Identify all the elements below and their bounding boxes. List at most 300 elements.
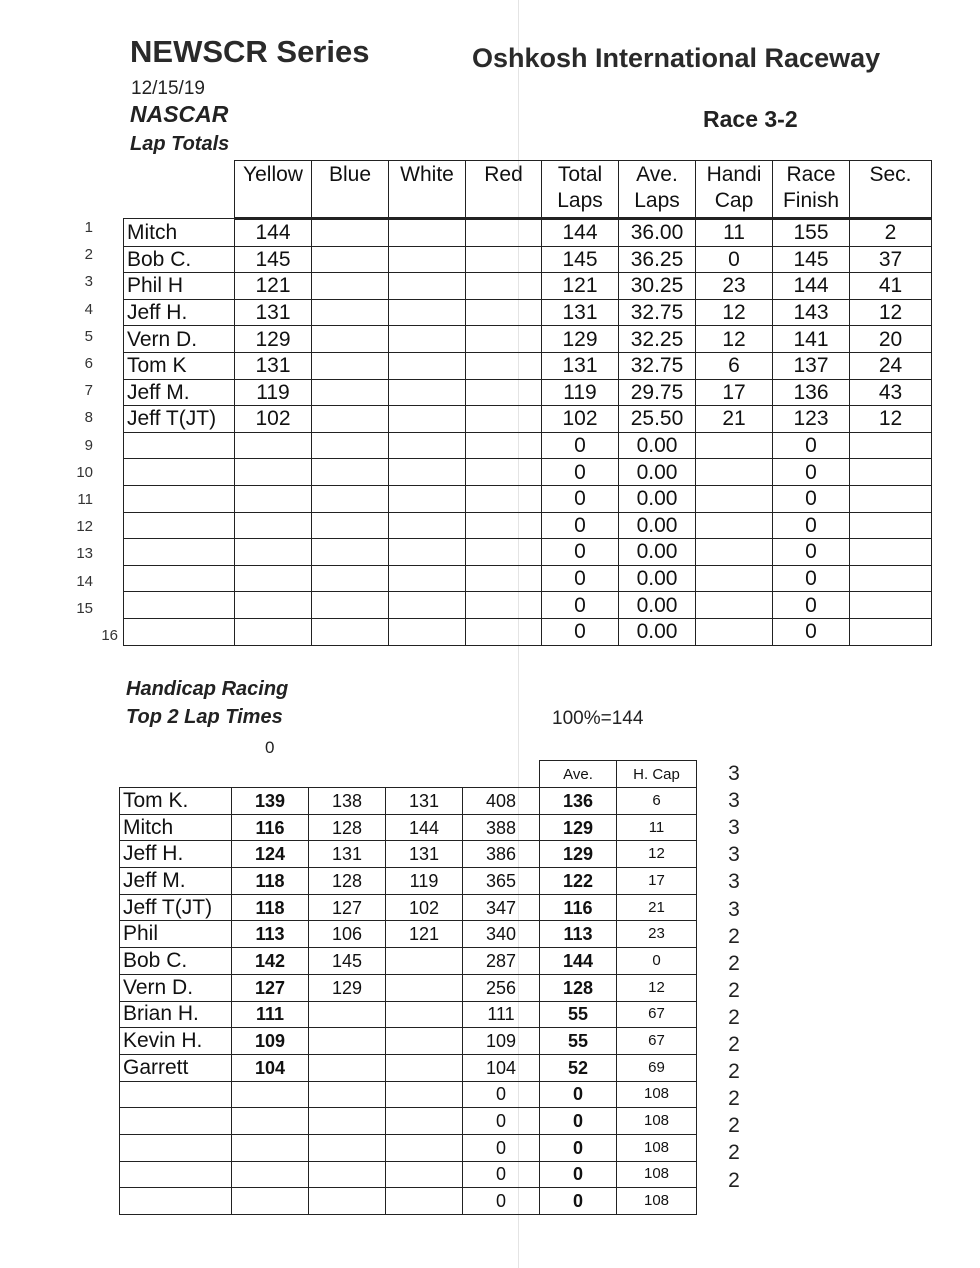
driver-name: [124, 459, 235, 486]
cell-white: [389, 352, 466, 379]
row-number: 12: [76, 518, 93, 536]
cell-handicap: 0: [696, 246, 773, 273]
cell-best: [232, 1081, 309, 1108]
driver-name: [124, 432, 235, 459]
table-row: [120, 974, 697, 1001]
cell-r2: 127: [309, 894, 386, 921]
cell-total: 0: [542, 618, 619, 645]
cell-blue: [312, 539, 389, 566]
handicap-header-row: [120, 761, 697, 788]
table-row: [120, 921, 697, 948]
cell-handicap: 12: [696, 326, 773, 353]
cell-best: 109: [232, 1028, 309, 1055]
cell-total: 121: [542, 273, 619, 300]
column-header-line1: White: [400, 163, 454, 186]
handicap-table: [119, 760, 697, 1215]
table-row: [124, 379, 932, 406]
cell-ave: 113: [540, 921, 617, 948]
driver-name: [124, 539, 235, 566]
cell-total: 0: [542, 539, 619, 566]
race-count: 2: [728, 1087, 740, 1111]
cell-ave: 32.75: [619, 299, 696, 326]
cell-red: [466, 246, 542, 273]
table-row: [124, 352, 932, 379]
cell-blue: [312, 485, 389, 512]
cell-r3: 144: [386, 814, 463, 841]
cell-yellow: 121: [235, 273, 312, 300]
cell-white: [389, 512, 466, 539]
cell-red: [466, 299, 542, 326]
table-row: [120, 1081, 697, 1108]
lap-totals-title: Lap Totals: [130, 133, 230, 155]
cell-total: 144: [542, 219, 619, 247]
cell-r3: 119: [386, 868, 463, 895]
cell-r3: [386, 1161, 463, 1188]
cell-finish: 141: [773, 326, 850, 353]
cell-total: 119: [542, 379, 619, 406]
cell-white: [389, 618, 466, 645]
cell-hcap: 17: [617, 868, 697, 895]
cell-total: 0: [542, 485, 619, 512]
column-header-line2: Laps: [634, 189, 680, 212]
cell-best: 118: [232, 868, 309, 895]
cell-red: [466, 618, 542, 645]
cell-blue: [312, 299, 389, 326]
cell-red: [466, 406, 542, 433]
race-count: 3: [728, 816, 740, 840]
cell-yellow: [235, 485, 312, 512]
cell-hcap: 67: [617, 1028, 697, 1055]
cell-r3: 131: [386, 788, 463, 815]
cell-best: 124: [232, 841, 309, 868]
cell-total: 102: [542, 406, 619, 433]
cell-finish: 0: [773, 565, 850, 592]
header-blank-cell: [386, 761, 463, 788]
cell-white: [389, 219, 466, 247]
cell-handicap: [696, 618, 773, 645]
cell-red: [466, 219, 542, 247]
cell-sum: 109: [463, 1028, 540, 1055]
cell-white: [389, 273, 466, 300]
cell-total: 0: [542, 432, 619, 459]
driver-name: Jeff H.: [120, 841, 232, 868]
lap-totals-table: [123, 160, 932, 646]
cell-white: [389, 379, 466, 406]
row-number: 14: [76, 572, 93, 590]
cell-best: [232, 1161, 309, 1188]
driver-name: [124, 512, 235, 539]
cell-ave: 136: [540, 788, 617, 815]
driver-name: Tom K: [124, 352, 235, 379]
cell-yellow: 131: [235, 299, 312, 326]
cell-sec: [850, 459, 932, 486]
cell-r3: 102: [386, 894, 463, 921]
row-number: 2: [84, 246, 93, 264]
cell-ave: 122: [540, 868, 617, 895]
cell-ave: 36.00: [619, 219, 696, 247]
cell-hcap: 6: [617, 788, 697, 815]
cell-best: 113: [232, 921, 309, 948]
cell-sum: 386: [463, 841, 540, 868]
column-header-line1: Sec.: [869, 163, 912, 186]
cell-r3: [386, 1188, 463, 1215]
series-title: NEWSCR Series: [130, 34, 370, 69]
cell-yellow: [235, 618, 312, 645]
cell-red: [466, 459, 542, 486]
cell-handicap: 12: [696, 299, 773, 326]
driver-name: [120, 1161, 232, 1188]
driver-name: Brian H.: [120, 1001, 232, 1028]
race-count: 3: [728, 897, 740, 921]
cell-sum: 0: [463, 1081, 540, 1108]
cell-ave: 32.25: [619, 326, 696, 353]
table-row: [120, 1188, 697, 1215]
cell-handicap: 11: [696, 219, 773, 247]
table-row: [124, 565, 932, 592]
cell-finish: 0: [773, 485, 850, 512]
cell-sum: 340: [463, 921, 540, 948]
race-count: 2: [728, 1114, 740, 1138]
race-count: 2: [728, 924, 740, 948]
driver-name: Vern D.: [120, 974, 232, 1001]
race-count: 3: [728, 762, 740, 785]
cell-r2: [309, 1108, 386, 1135]
table-row: [124, 219, 932, 247]
cell-white: [389, 539, 466, 566]
cell-white: [389, 432, 466, 459]
cell-ave: 29.75: [619, 379, 696, 406]
table-row: [124, 485, 932, 512]
column-header-line1: Red: [484, 163, 523, 186]
cell-finish: 0: [773, 432, 850, 459]
column-header-line2: Cap: [714, 189, 754, 212]
column-header-line1: Total: [557, 163, 603, 186]
column-header-ave: [619, 161, 696, 219]
cell-handicap: [696, 512, 773, 539]
cell-ave: 129: [540, 814, 617, 841]
cell-ave: 0: [540, 1134, 617, 1161]
cell-hcap: 108: [617, 1081, 697, 1108]
cell-best: [232, 1188, 309, 1215]
cell-blue: [312, 565, 389, 592]
cell-red: [466, 592, 542, 619]
cell-best: 104: [232, 1054, 309, 1081]
cell-best: 118: [232, 894, 309, 921]
cell-yellow: [235, 539, 312, 566]
race-count: 2: [728, 1033, 740, 1056]
table-row: [124, 512, 932, 539]
race-count: 2: [728, 1005, 740, 1029]
cell-handicap: [696, 539, 773, 566]
cell-finish: 136: [773, 379, 850, 406]
cell-ave: 0: [540, 1081, 617, 1108]
cell-finish: 145: [773, 246, 850, 273]
driver-name: Jeff M.: [120, 868, 232, 895]
row-number: 10: [76, 463, 93, 481]
cell-handicap: 17: [696, 379, 773, 406]
header-blank-cell: [463, 761, 540, 788]
row-number: 16: [101, 627, 118, 644]
cell-sum: 0: [463, 1134, 540, 1161]
cell-hcap: 12: [617, 841, 697, 868]
cell-blue: [312, 459, 389, 486]
column-header-ave: Ave.: [540, 761, 617, 788]
cell-total: 131: [542, 352, 619, 379]
column-header-line1: Race: [786, 163, 836, 186]
column-header-line1: Ave.: [636, 163, 678, 186]
driver-name: Jeff T(JT): [120, 894, 232, 921]
table-row: [120, 1054, 697, 1081]
row-number: 13: [76, 545, 93, 563]
cell-ave: 30.25: [619, 273, 696, 300]
cell-sec: 24: [850, 352, 932, 379]
cell-yellow: 129: [235, 326, 312, 353]
cell-hcap: 108: [617, 1161, 697, 1188]
header-blank-cell: [120, 761, 232, 788]
cell-handicap: 21: [696, 406, 773, 433]
cell-finish: 123: [773, 406, 850, 433]
table-row: [120, 894, 697, 921]
race-count: 2: [728, 951, 740, 975]
cell-total: 0: [542, 459, 619, 486]
column-header-line2: Finish: [782, 189, 840, 212]
cell-blue: [312, 406, 389, 433]
cell-r2: 128: [309, 814, 386, 841]
cell-blue: [312, 432, 389, 459]
table-row: [124, 539, 932, 566]
cell-best: 116: [232, 814, 309, 841]
row-number: 5: [84, 327, 93, 345]
cell-r3: [386, 1028, 463, 1055]
cell-r2: [309, 1081, 386, 1108]
cell-hcap: 67: [617, 1001, 697, 1028]
table-row: [124, 406, 932, 433]
driver-name: Phil: [120, 921, 232, 948]
cell-hcap: 23: [617, 921, 697, 948]
cell-best: 111: [232, 1001, 309, 1028]
cell-red: [466, 485, 542, 512]
cell-r3: 131: [386, 841, 463, 868]
race-date: 12/15/19: [131, 78, 205, 99]
race-count: 2: [728, 1060, 740, 1084]
cell-r3: 121: [386, 921, 463, 948]
cell-handicap: [696, 565, 773, 592]
cell-white: [389, 592, 466, 619]
cell-hcap: 11: [617, 814, 697, 841]
column-header-line1: Blue: [328, 163, 372, 186]
race-count: 3: [728, 843, 740, 867]
driver-name: [120, 1108, 232, 1135]
cell-sec: [850, 512, 932, 539]
race-count: 2: [728, 978, 740, 1002]
cell-total: 0: [542, 512, 619, 539]
table-row: [124, 618, 932, 645]
row-number: 6: [84, 355, 93, 372]
cell-sum: 0: [463, 1188, 540, 1215]
cell-red: [466, 326, 542, 353]
cell-r2: [309, 1161, 386, 1188]
row-number: 15: [76, 599, 93, 617]
table-row: [124, 326, 932, 353]
cell-ave: 129: [540, 841, 617, 868]
cell-sec: 20: [850, 326, 932, 353]
driver-name: Tom K.: [120, 788, 232, 815]
cell-yellow: [235, 565, 312, 592]
header-blank-cell: [124, 161, 235, 219]
cell-yellow: [235, 512, 312, 539]
cell-blue: [312, 352, 389, 379]
race-number: Race 3-2: [703, 106, 798, 132]
cell-sec: 37: [850, 246, 932, 273]
column-header-total: [542, 161, 619, 219]
cell-ave: 0: [540, 1188, 617, 1215]
column-header-handicap: [696, 161, 773, 219]
zero-label: 0: [265, 738, 275, 757]
cell-sec: [850, 592, 932, 619]
percent-note: 100%=144: [552, 708, 644, 729]
cell-hcap: 108: [617, 1108, 697, 1135]
cell-blue: [312, 512, 389, 539]
cell-sec: [850, 485, 932, 512]
cell-red: [466, 565, 542, 592]
cell-finish: 0: [773, 512, 850, 539]
cell-finish: 143: [773, 299, 850, 326]
cell-sum: 287: [463, 948, 540, 975]
cell-r3: [386, 1001, 463, 1028]
cell-r3: [386, 948, 463, 975]
cell-best: 142: [232, 948, 309, 975]
row-number: 8: [84, 409, 93, 427]
track-title: Oshkosh International Raceway: [472, 43, 881, 73]
table-row: [120, 948, 697, 975]
cell-sec: [850, 432, 932, 459]
column-header-line1: Handi: [706, 163, 762, 186]
cell-r2: [309, 1134, 386, 1161]
driver-name: Phil H: [124, 273, 235, 300]
row-number: 7: [84, 382, 93, 400]
cell-ave: 25.50: [619, 406, 696, 433]
cell-yellow: [235, 432, 312, 459]
column-header-finish: [773, 161, 850, 219]
cell-sum: 0: [463, 1108, 540, 1135]
table-row: [120, 788, 697, 815]
column-header-sec: [850, 161, 932, 219]
cell-total: 145: [542, 246, 619, 273]
row-number: 9: [84, 436, 93, 454]
cell-r2: 106: [309, 921, 386, 948]
cell-sum: 365: [463, 868, 540, 895]
cell-sum: 256: [463, 974, 540, 1001]
table-row: [124, 273, 932, 300]
cell-handicap: [696, 459, 773, 486]
cell-total: 0: [542, 592, 619, 619]
column-header-white: [389, 161, 466, 219]
cell-red: [466, 352, 542, 379]
cell-ave: 0: [540, 1108, 617, 1135]
cell-ave: 36.25: [619, 246, 696, 273]
table-row: [120, 814, 697, 841]
cell-yellow: 131: [235, 352, 312, 379]
cell-finish: 0: [773, 592, 850, 619]
cell-sum: 388: [463, 814, 540, 841]
driver-name: Vern D.: [124, 326, 235, 353]
cell-blue: [312, 618, 389, 645]
cell-total: 129: [542, 326, 619, 353]
driver-name: Bob C.: [120, 948, 232, 975]
cell-white: [389, 459, 466, 486]
cell-finish: 0: [773, 618, 850, 645]
cell-yellow: 145: [235, 246, 312, 273]
cell-best: 127: [232, 974, 309, 1001]
handicap-title: Handicap Racing: [126, 678, 289, 700]
cell-sec: 12: [850, 299, 932, 326]
cell-best: 139: [232, 788, 309, 815]
cell-sec: 12: [850, 406, 932, 433]
cell-sec: 41: [850, 273, 932, 300]
cell-r3: [386, 1108, 463, 1135]
cell-hcap: 108: [617, 1188, 697, 1215]
cell-handicap: 23: [696, 273, 773, 300]
race-count: 2: [728, 1141, 740, 1165]
cell-sec: 43: [850, 379, 932, 406]
cell-finish: 0: [773, 539, 850, 566]
cell-r2: 128: [309, 868, 386, 895]
cell-yellow: [235, 592, 312, 619]
cell-r3: [386, 1054, 463, 1081]
table-row: [120, 868, 697, 895]
cell-sum: 111: [463, 1001, 540, 1028]
table-row: [120, 1108, 697, 1135]
cell-red: [466, 379, 542, 406]
cell-yellow: 119: [235, 379, 312, 406]
driver-name: Jeff M.: [124, 379, 235, 406]
cell-hcap: 69: [617, 1054, 697, 1081]
cell-total: 0: [542, 565, 619, 592]
cell-finish: 155: [773, 219, 850, 247]
column-header-blue: [312, 161, 389, 219]
cell-ave: 0.00: [619, 618, 696, 645]
cell-ave: 55: [540, 1001, 617, 1028]
cell-red: [466, 539, 542, 566]
table-row: [124, 592, 932, 619]
cell-ave: 0.00: [619, 512, 696, 539]
driver-name: Jeff H.: [124, 299, 235, 326]
cell-handicap: [696, 485, 773, 512]
cell-ave: 0.00: [619, 539, 696, 566]
cell-r3: [386, 1081, 463, 1108]
header-blank-cell: [309, 761, 386, 788]
cell-handicap: [696, 432, 773, 459]
cell-best: [232, 1108, 309, 1135]
driver-name: [120, 1081, 232, 1108]
column-header-line1: Yellow: [243, 163, 303, 186]
cell-r2: 131: [309, 841, 386, 868]
cell-r2: 129: [309, 974, 386, 1001]
row-number: 11: [77, 491, 93, 508]
cell-ave: 0.00: [619, 432, 696, 459]
cell-white: [389, 299, 466, 326]
driver-name: Kevin H.: [120, 1028, 232, 1055]
cell-sec: [850, 539, 932, 566]
table-row: [120, 1134, 697, 1161]
cell-hcap: 21: [617, 894, 697, 921]
cell-white: [389, 246, 466, 273]
cell-r2: [309, 1054, 386, 1081]
cell-r2: [309, 1188, 386, 1215]
cell-handicap: [696, 592, 773, 619]
cell-finish: 144: [773, 273, 850, 300]
cell-ave: 144: [540, 948, 617, 975]
